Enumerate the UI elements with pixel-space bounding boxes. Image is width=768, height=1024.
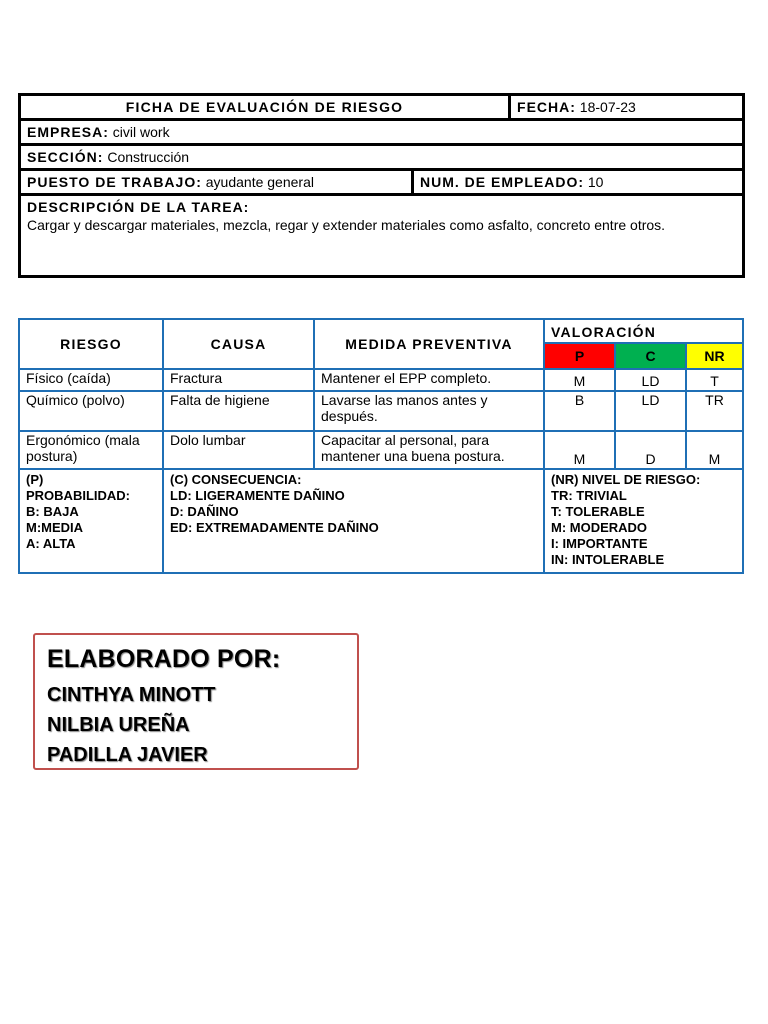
cell-causa: Dolo lumbar xyxy=(163,431,314,469)
author-name: CINTHYA MINOTT xyxy=(47,684,216,706)
legend-row xyxy=(19,469,743,573)
col-header-nr: NR xyxy=(686,343,743,369)
legend-line: ED: EXTREMADAMENTE DAÑINO xyxy=(170,520,379,535)
cell-c: LD xyxy=(615,391,686,431)
empresa-label: EMPRESA: xyxy=(27,124,109,140)
legend-line: A: ALTA xyxy=(26,536,76,551)
legend-line: T: TOLERABLE xyxy=(551,504,645,519)
col-header-causa: CAUSA xyxy=(163,319,314,369)
empresa-value: civil work xyxy=(112,124,170,140)
fecha-label: FECHA: xyxy=(517,99,576,115)
authors-heading: ELABORADO POR: xyxy=(47,645,281,673)
authors-box xyxy=(33,633,359,770)
descripcion-label: DESCRIPCIÓN DE LA TAREA: xyxy=(27,199,250,215)
col-header-medida: MEDIDA PREVENTIVA xyxy=(314,319,544,369)
cell-nr: M xyxy=(686,431,743,469)
cell-riesgo: Ergonómico (mala postura) xyxy=(19,431,163,469)
author-name: NILBIA UREÑA xyxy=(47,714,190,736)
cell-medida: Capacitar al personal, para mantener una buena postura. xyxy=(314,431,544,469)
legend-line: M:MEDIA xyxy=(26,520,84,535)
fecha-value: 18-07-23 xyxy=(579,99,636,115)
cell-medida: Lavarse las manos antes y después. xyxy=(314,391,544,431)
descripcion-value: Cargar y descargar materiales, mezcla, regar y extender materiales como asfalto, concreto entre otros. xyxy=(27,217,666,233)
author-name: PADILLA JAVIER xyxy=(47,744,208,766)
col-header-valoracion: VALORACIÓN xyxy=(544,319,743,343)
puesto-cell xyxy=(20,170,413,195)
col-header-c: C xyxy=(615,343,686,369)
legend-line: M: MODERADO xyxy=(551,520,648,535)
legend-line: I: IMPORTANTE xyxy=(551,536,648,551)
cell-causa: Fractura xyxy=(163,369,314,391)
empresa-cell xyxy=(20,120,744,145)
legend-line: (C) CONSECUENCIA: xyxy=(170,472,302,487)
legend-consecuencia xyxy=(163,469,544,573)
col-header-riesgo: RIESGO xyxy=(19,319,163,369)
legend-line: (P) xyxy=(26,472,44,487)
risk-table xyxy=(18,318,744,574)
puesto-value: ayudante general xyxy=(205,174,314,190)
legend-line: TR: TRIVIAL xyxy=(551,488,627,503)
legend-probabilidad xyxy=(19,469,163,573)
cell-nr: TR xyxy=(686,391,743,431)
legend-line: IN: INTOLERABLE xyxy=(551,552,665,567)
empleado-label: NUM. DE EMPLEADO: xyxy=(420,174,584,190)
cell-riesgo: Físico (caída) xyxy=(19,369,163,391)
form-title: FICHA DE EVALUACIÓN DE RIESGO xyxy=(20,95,510,120)
legend-line: PROBABILIDAD: xyxy=(26,488,130,503)
table-row xyxy=(19,391,743,431)
table-row xyxy=(19,431,743,469)
cell-p: M xyxy=(544,431,615,469)
cell-c: LD xyxy=(615,369,686,391)
legend-line: D: DAÑINO xyxy=(170,504,239,519)
legend-line: (NR) NIVEL DE RIESGO: xyxy=(551,472,701,487)
cell-causa: Falta de higiene xyxy=(163,391,314,431)
header-table xyxy=(18,93,745,278)
legend-nivel-riesgo xyxy=(544,469,743,573)
cell-nr: T xyxy=(686,369,743,391)
empleado-cell xyxy=(413,170,744,195)
puesto-label: PUESTO DE TRABAJO: xyxy=(27,174,202,190)
legend-line: B: BAJA xyxy=(26,504,79,519)
cell-p: M xyxy=(544,369,615,391)
cell-c: D xyxy=(615,431,686,469)
fecha-cell xyxy=(510,95,744,120)
legend-line: LD: LIGERAMENTE DAÑINO xyxy=(170,488,345,503)
seccion-cell xyxy=(20,145,744,170)
cell-riesgo: Químico (polvo) xyxy=(19,391,163,431)
seccion-label: SECCIÓN: xyxy=(27,149,104,165)
empleado-value: 10 xyxy=(587,174,604,190)
col-header-p: P xyxy=(544,343,615,369)
cell-p: B xyxy=(544,391,615,431)
cell-medida: Mantener el EPP completo. xyxy=(314,369,544,391)
seccion-value: Construcción xyxy=(107,149,190,165)
table-row xyxy=(19,369,743,391)
descripcion-cell xyxy=(20,195,744,277)
